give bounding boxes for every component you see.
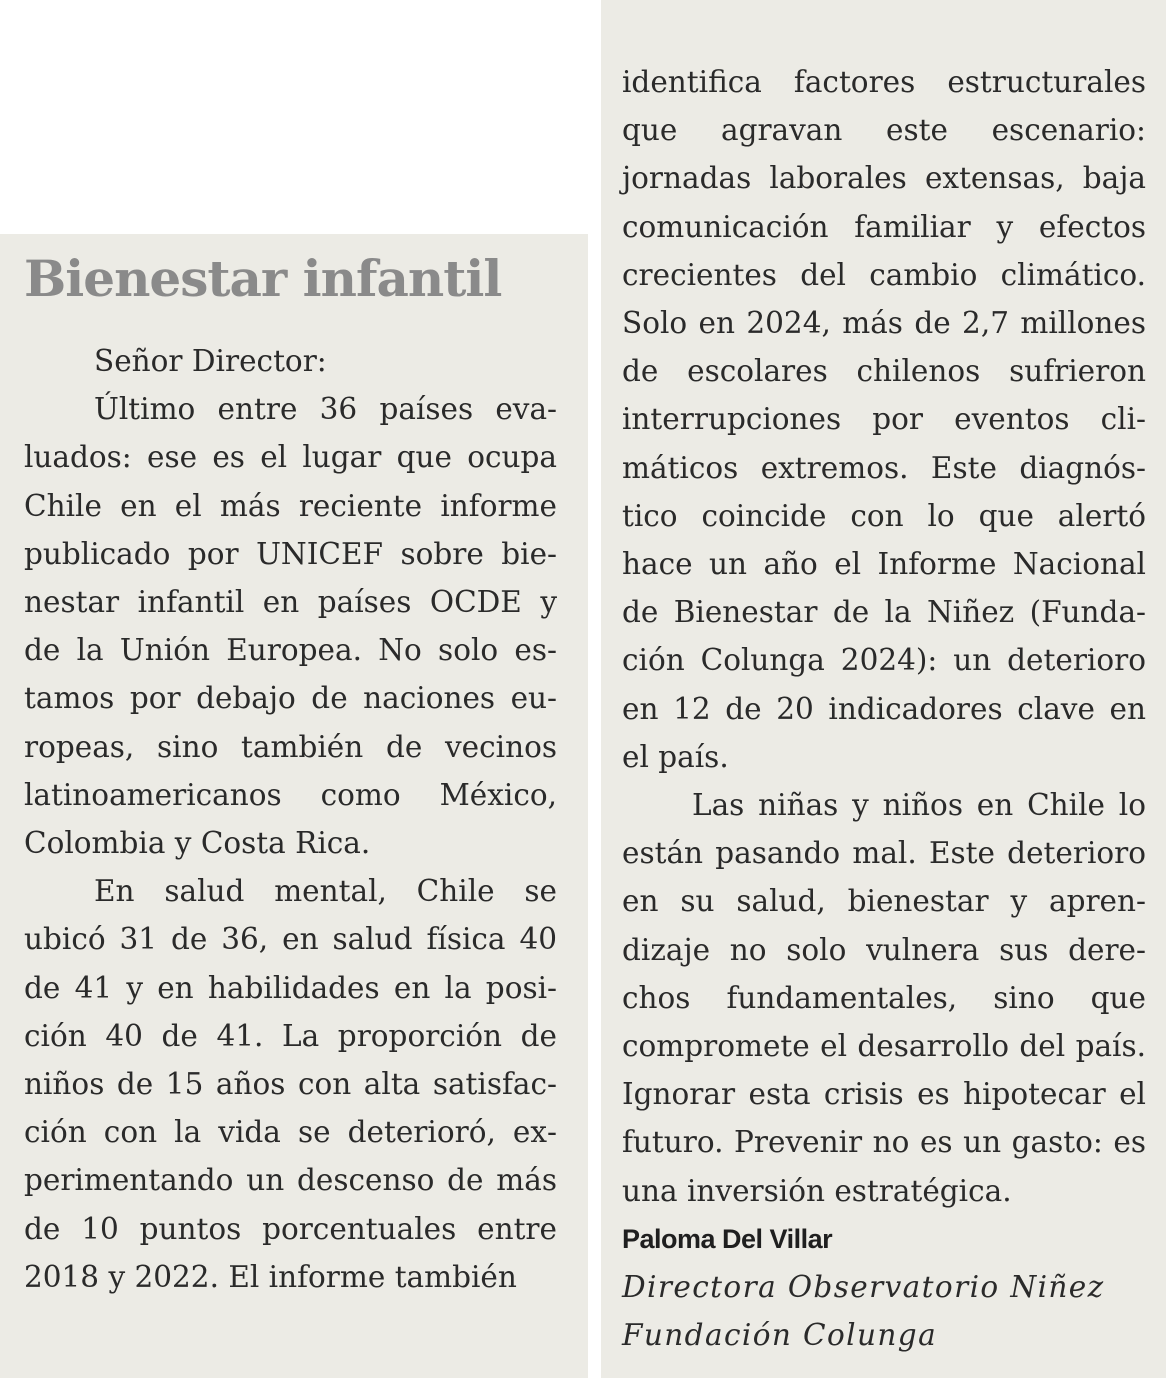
- article-body-right: [622, 58, 1146, 1359]
- paragraph-2-continued: identifica factores estructurales que agravan este escenario: jornadas laborales extensas, baja comunicación familiar y efectos crecientes del cambio climático. Solo en 2024, más de 2,7 millones de escolares chilenos sufrieron interrupciones por eventos climáticos extremos. Este diagnóstico coincide con lo que alertó hace un año el Informe Nacional de Bienestar de la Niñez (Fundación Colunga 2024): un deterioro en 12 de 20 indicadores clave en el país.: [622, 65, 1146, 774]
- paragraph-1: Último entre 36 países evaluados: ese es el lugar que ocupa Chile en el más reciente informe publicado por UNICEF sobre bienestar infantil en países OCDE y de la Unión Europea. No solo estamos por debajo de naciones europeas, sino también de vecinos latinoamericanos como México, Colombia y Costa Rica.: [24, 392, 557, 861]
- signature-role-line-2: Fundación Colunga: [622, 1317, 938, 1352]
- article-body-left: [24, 337, 557, 1301]
- paragraph-3: Las niñas y niños en Chile lo están pasando mal. Este deterioro en su salud, bienestar y aprendizaje no solo vulnera sus derechos fundamentales, sino que compromete el desarrollo del país. Ignorar esta crisis es hipotecar el futuro. Prevenir no es un gasto: es una inversión estratégica.: [622, 788, 1146, 1208]
- signature-role-line-1: Directora Observatorio Niñez: [622, 1269, 1105, 1304]
- signature-name: Paloma Del Villar: [622, 1223, 833, 1254]
- article-headline: Bienestar infantil: [24, 249, 502, 308]
- salutation: Señor Director:: [94, 344, 327, 378]
- paragraph-2: En salud mental, Chile se ubicó 31 de 36, en salud física 40 de 41 y en habilidades en la posición 40 de 41. La proporción de niños de 15 años con alta satisfacción con la vida se deterioró, experimentando un descenso de más de 10 puntos porcentuales entre 2018 y 2022. El informe también: [24, 874, 557, 1294]
